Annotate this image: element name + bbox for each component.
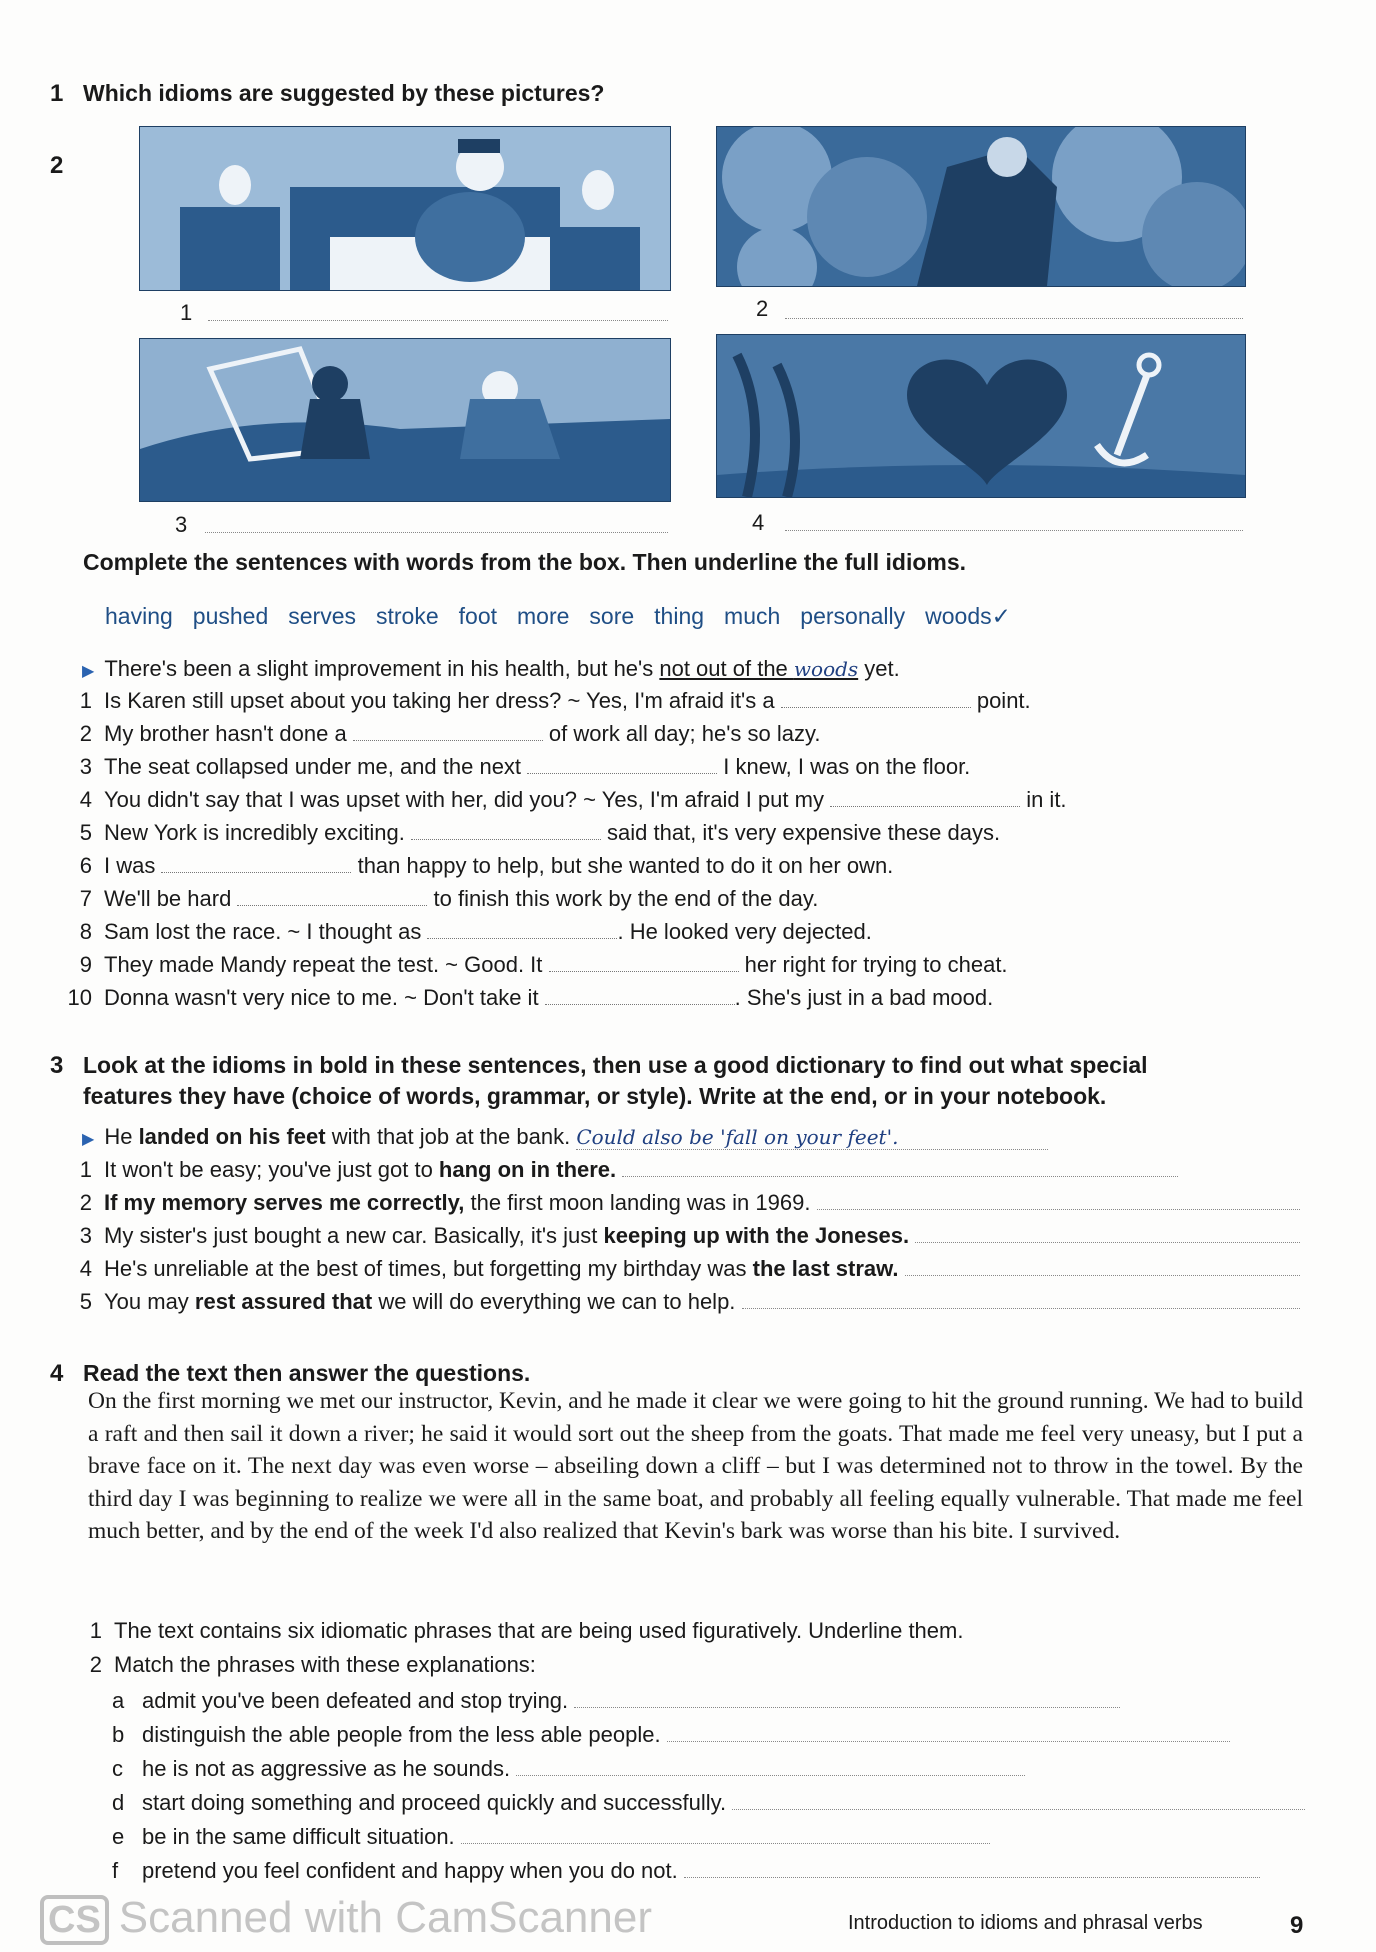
idiom-sentence: 1 It won't be easy; you've just got to hang on in there. <box>62 1157 1178 1183</box>
page-number: 9 <box>1290 1912 1304 1939</box>
heart-anchor-sea-icon <box>717 335 1245 497</box>
angry-man-in-bed-icon <box>140 127 670 290</box>
subquestion: 2 Match the phrases with these explanations: <box>89 1652 536 1677</box>
answer-line[interactable] <box>915 1224 1300 1243</box>
convertible-car-icon <box>140 339 670 501</box>
answer-line[interactable] <box>461 1825 990 1844</box>
picture-4 <box>716 334 1246 498</box>
explanation-item: b distinguish the able people from the less able people. <box>112 1722 1230 1748</box>
answer-line[interactable] <box>622 1158 1178 1177</box>
explanation-item: d start doing something and proceed quickly and successfully. <box>112 1790 1305 1816</box>
triangle-bullet-icon: ▶ <box>82 1131 95 1148</box>
sentence-item: 1 Is Karen still upset about you taking her dress? ~ Yes, I'm afraid it's a point. <box>79 688 1031 713</box>
question-heading: Which idioms are suggested by these pictures? <box>83 80 605 106</box>
idiom-sentence: 3 My sister's just bought a new car. Basically, it's just keeping up with the Joneses. <box>62 1223 1300 1249</box>
answer-line[interactable] <box>817 1191 1300 1210</box>
camscanner-watermark: CS Scanned with CamScanner <box>40 1893 652 1945</box>
answer-blank[interactable] <box>830 788 1020 807</box>
example-sentence: ▶ He landed on his feet with that job at the bank. Could also be 'fall on your feet'. <box>82 1124 1048 1150</box>
sentence-item: 8 Sam lost the race. ~ I thought as . He looked very dejected. <box>79 919 872 944</box>
footer-title: Introduction to idioms and phrasal verbs <box>848 1912 1203 1934</box>
picture-2 <box>716 126 1246 287</box>
picture-label: 2 <box>756 296 769 321</box>
answer-line[interactable] <box>905 1257 1300 1276</box>
explanation-item: a admit you've been defeated and stop trying. <box>112 1688 1120 1714</box>
handwritten-answer[interactable]: Could also be 'fall on your feet'. <box>576 1125 1048 1150</box>
question-number: 2 <box>50 152 64 179</box>
explanation-item: e be in the same difficult situation. <box>112 1824 990 1850</box>
word: stroke <box>376 603 439 629</box>
bold-idiom: If my memory serves me correctly, <box>104 1190 465 1215</box>
word: more <box>517 603 570 629</box>
sentence-item: 6 I was than happy to help, but she wanted to do it on her own. <box>79 853 894 878</box>
bold-idiom: hang on in there. <box>438 1157 617 1182</box>
question-heading: features they have (choice of words, grammar, or style). Write at the end, or in your notebook. <box>83 1083 1107 1109</box>
answer-line[interactable] <box>516 1757 1025 1776</box>
word: foot <box>458 603 498 629</box>
triangle-bullet-icon: ▶ <box>82 663 95 680</box>
sentence-item: 9 They made Mandy repeat the test. ~ Good. It her right for trying to cheat. <box>79 952 1008 977</box>
question-heading: Look at the idioms in bold in these sentences, then use a good dictionary to find out what special <box>83 1052 1148 1078</box>
word: personally <box>800 603 906 629</box>
answer-blank[interactable] <box>549 953 739 972</box>
underlined-idiom: not out of the woods <box>659 656 859 681</box>
idiom-sentence: 2 If my memory serves me correctly, the first moon landing was in 1969. <box>62 1190 1300 1216</box>
sentence-item: 2 My brother hasn't done a of work all day; he's so lazy. <box>79 721 821 746</box>
man-in-woods-icon <box>717 127 1245 286</box>
idiom-sentence: 5 You may rest assured that we will do everything we can to help. <box>62 1289 1300 1315</box>
question-number: 4 <box>50 1360 64 1387</box>
picture-1 <box>139 126 671 291</box>
answer-line[interactable] <box>205 532 668 533</box>
word: having <box>105 603 173 629</box>
bold-idiom: rest assured that <box>194 1289 373 1314</box>
camscanner-logo: CS <box>40 1895 109 1945</box>
explanation-item: c he is not as aggressive as he sounds. <box>112 1756 1025 1782</box>
answer-line[interactable] <box>684 1859 1260 1878</box>
sentence-item: 7 We'll be hard to finish this work by the end of the day. <box>79 886 819 911</box>
word: pushed <box>192 603 269 629</box>
word: woods✓ <box>925 603 1011 629</box>
bold-idiom: keeping up with the Joneses. <box>603 1223 910 1248</box>
picture-label: 1 <box>180 300 193 325</box>
answer-line[interactable] <box>742 1290 1300 1309</box>
word: serves <box>288 603 356 629</box>
word: much <box>724 603 781 629</box>
picture-label: 4 <box>752 510 765 535</box>
answer-blank[interactable] <box>781 689 971 708</box>
word: sore <box>589 603 635 629</box>
answer-blank[interactable] <box>161 854 351 873</box>
answer-blank[interactable] <box>353 722 543 741</box>
answer-blank[interactable] <box>427 920 617 939</box>
idiom-sentence: 4 He's unreliable at the best of times, but forgetting my birthday was the last straw. <box>62 1256 1300 1282</box>
answer-line[interactable] <box>732 1791 1305 1810</box>
sentence-item: 4 You didn't say that I was upset with her, did you? ~ Yes, I'm afraid I put my in it. <box>79 787 1067 812</box>
subquestion: 1 The text contains six idiomatic phrases that are being used figuratively. Underline them. <box>89 1618 964 1643</box>
question-number: 3 <box>50 1052 64 1079</box>
sentence-item: 5 New York is incredibly exciting. said that, it's very expensive these days. <box>79 820 1001 845</box>
word: thing <box>654 603 705 629</box>
answer-blank[interactable] <box>545 986 735 1005</box>
sentence-item: 3 The seat collapsed under me, and the next I knew, I was on the floor. <box>79 754 971 779</box>
question-heading: Read the text then answer the questions. <box>83 1360 531 1386</box>
answer-line[interactable] <box>785 318 1243 319</box>
word-box <box>105 603 1031 630</box>
question-number: 1 <box>50 80 64 107</box>
answer-line[interactable] <box>574 1689 1120 1708</box>
question-heading: Complete the sentences with words from the box. Then underline the full idioms. <box>83 549 967 575</box>
answer-line[interactable] <box>785 530 1243 531</box>
picture-3 <box>139 338 671 502</box>
example-sentence: ▶ There's been a slight improvement in his health, but he's not out of the woods yet. <box>82 656 900 681</box>
picture-label: 3 <box>175 512 188 537</box>
bold-idiom: the last straw. <box>752 1256 899 1281</box>
sentence-item: 10 Donna wasn't very nice to me. ~ Don't take it . She's just in a bad mood. <box>67 985 994 1010</box>
answer-blank[interactable] <box>237 887 427 906</box>
answer-blank[interactable] <box>411 821 601 840</box>
reading-passage: On the first morning we met our instructor, Kevin, and he made it clear we were going to hit the ground running. We had to build a raft and then sail it down a river; he said it would sort out the sheep from the goats. That made me feel very uneasy, but I put a brave face on it. The next day was even worse – abseiling down a cliff – but I was determined not to throw in the towel. By the third day I was beginning to realize we were all in the same boat, and probably all feeling equally vulnerable. That made me feel much better, and by the end of the week I'd also realized that Kevin's bark was worse than his bite. I survived. <box>88 1388 1303 1544</box>
answer-blank[interactable] <box>527 755 717 774</box>
answer-line[interactable] <box>667 1723 1230 1742</box>
explanation-item: f pretend you feel confident and happy when you do not. <box>112 1858 1260 1884</box>
answer-line[interactable] <box>208 320 668 321</box>
